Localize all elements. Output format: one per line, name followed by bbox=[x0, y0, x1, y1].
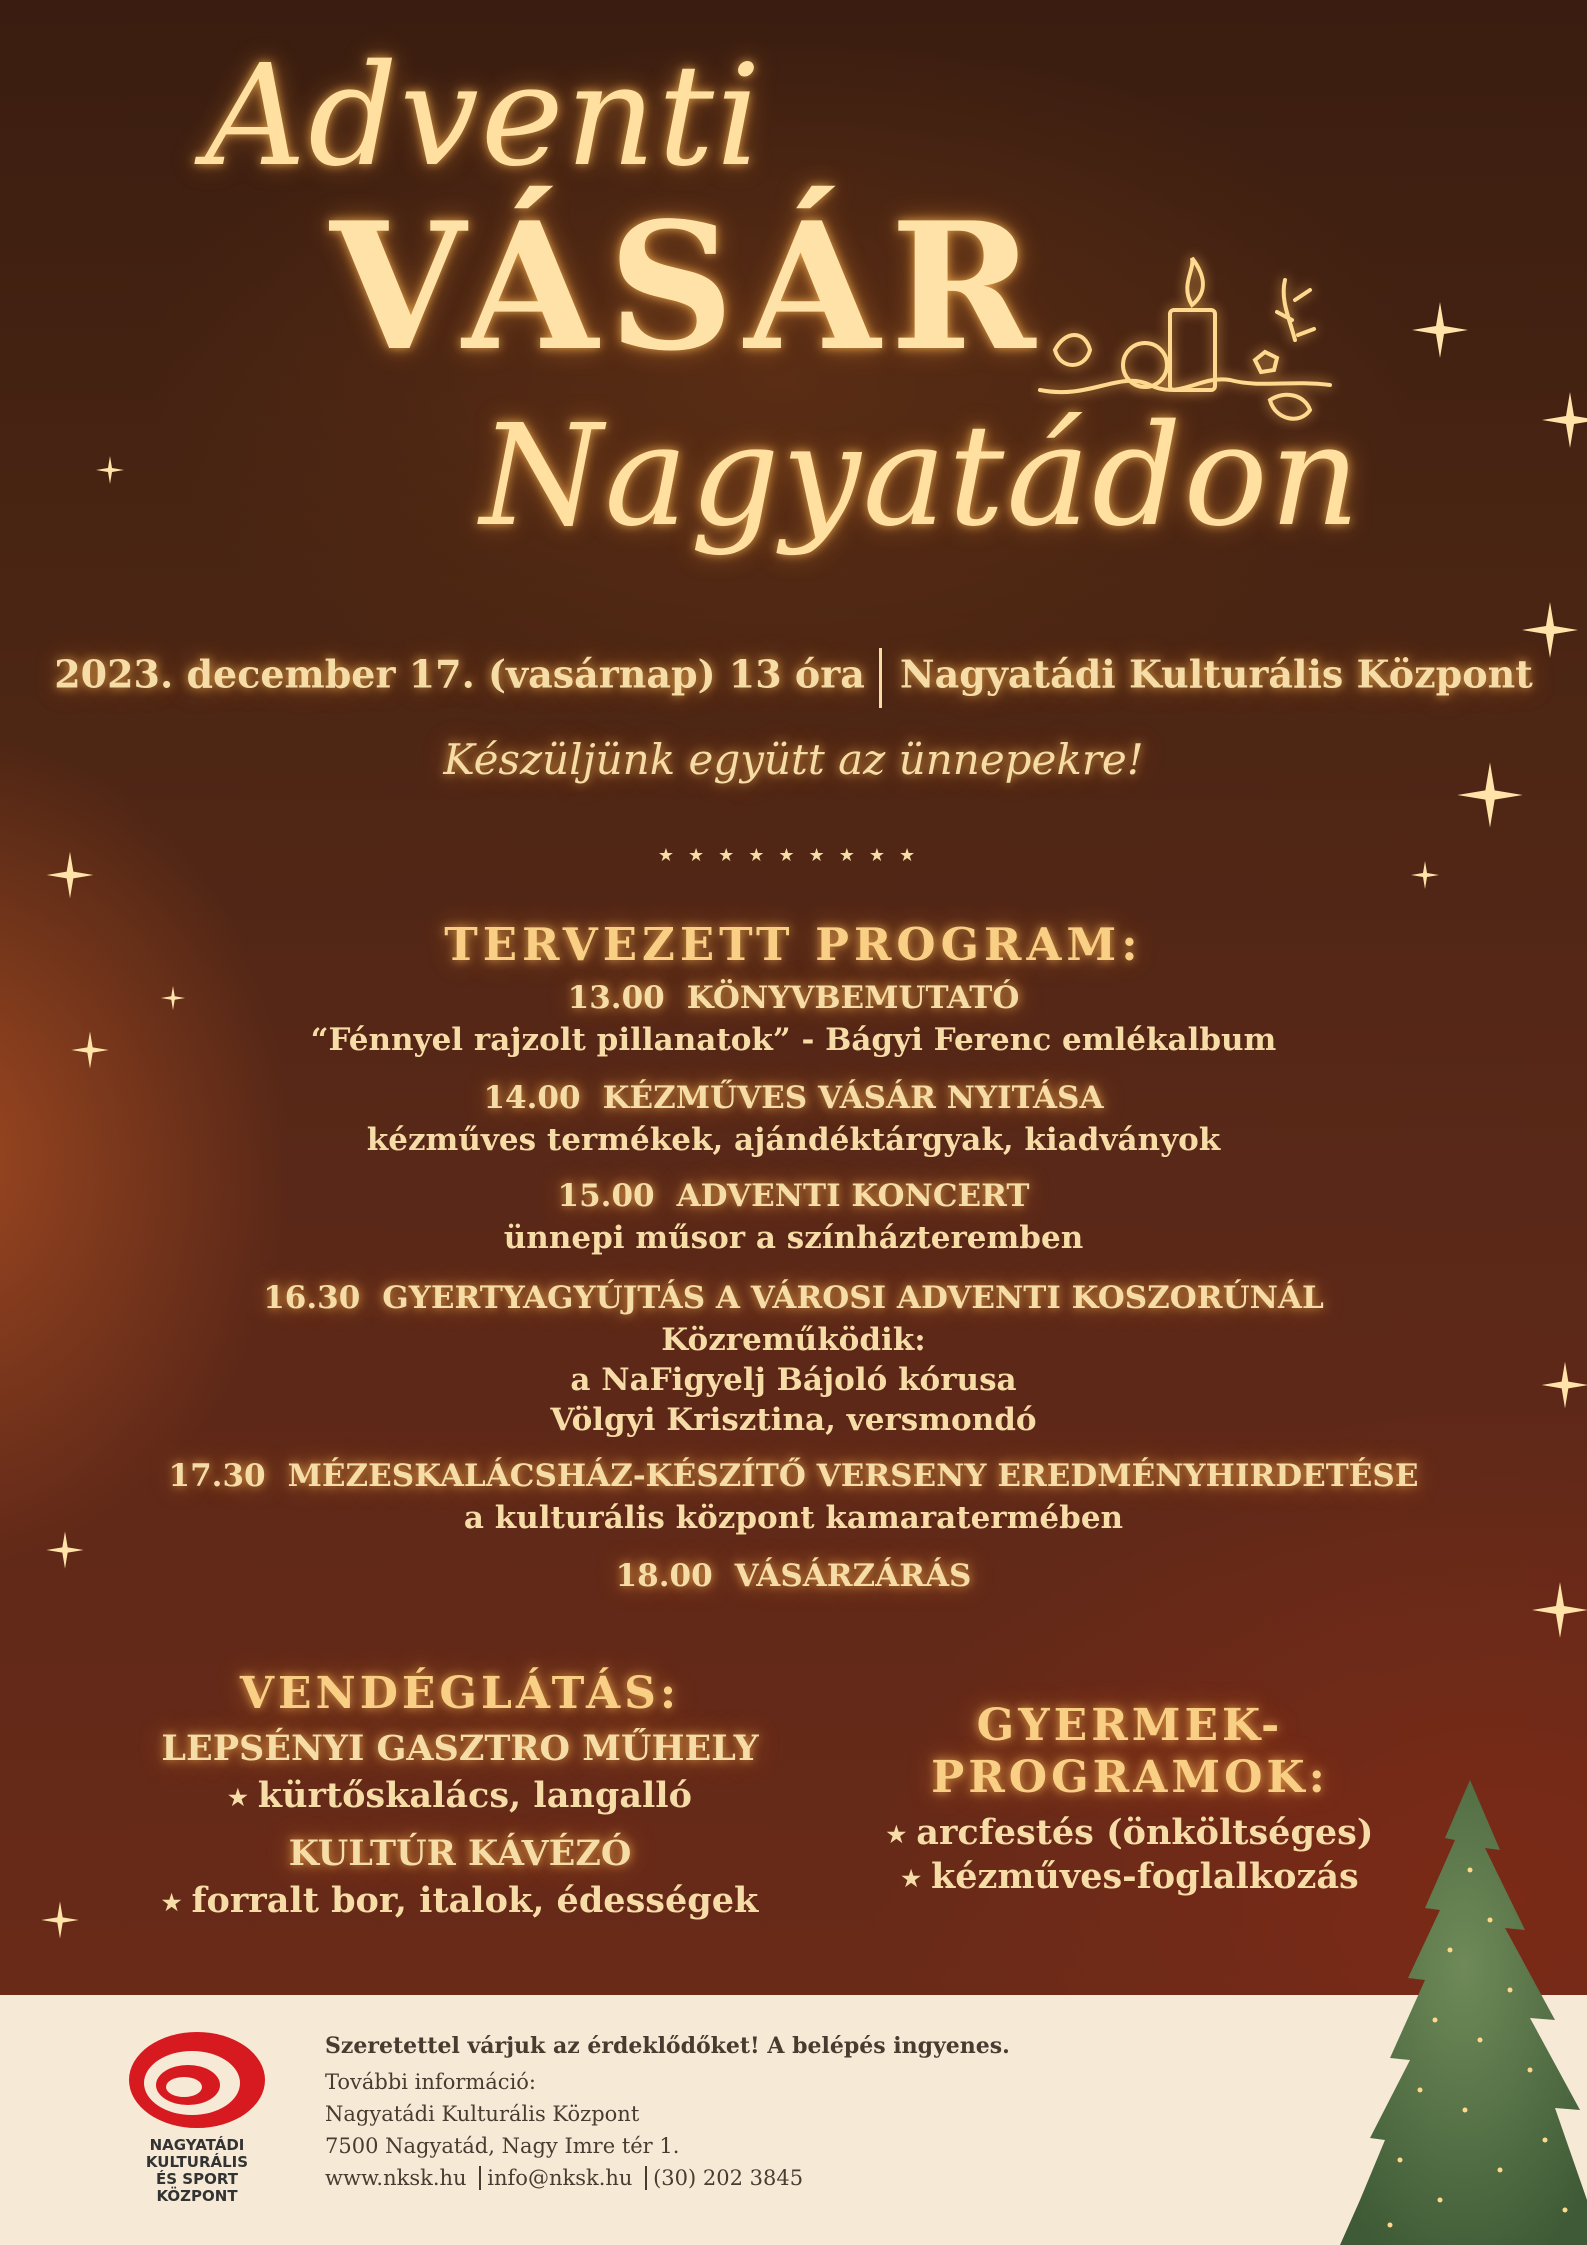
event-date-venue bbox=[0, 648, 1587, 708]
tagline: Készüljünk együtt az ünnepekre! bbox=[443, 735, 1144, 784]
bullet-star-icon: ★ bbox=[901, 1865, 921, 1892]
program-detail: a kulturális központ kamaratermében bbox=[463, 1500, 1124, 1536]
sparkle-icon bbox=[40, 1900, 80, 1940]
catering-vendor-2: KULTÚR KÁVÉZÓ bbox=[288, 1833, 632, 1874]
program-time: 15.00 bbox=[557, 1178, 655, 1214]
footer-phone: (30) 202 3845 bbox=[653, 2166, 804, 2190]
kids-item: ★ arcfestés (önköltséges) bbox=[886, 1812, 1374, 1853]
logo-text: KÖZPONT bbox=[156, 2187, 238, 2205]
catering-title: VENDÉGLÁTÁS: bbox=[239, 1668, 681, 1719]
christmas-tree-icon bbox=[1330, 1780, 1587, 2245]
footer-email-link[interactable]: info@nksk.hu bbox=[487, 2166, 633, 2190]
logo-text: ÉS SPORT bbox=[156, 2170, 238, 2188]
program-time: 13.00 bbox=[567, 980, 665, 1016]
sparkle-icon bbox=[95, 455, 125, 485]
event-venue: Nagyatádi Kulturális Központ bbox=[899, 651, 1533, 697]
program-detail: “Fénnyel rajzolt pillanatok” - Bágyi Ferenc emlékalbum bbox=[310, 1022, 1277, 1058]
catering-vendor-2-items: ★ forralt bor, italok, édességek bbox=[161, 1880, 759, 1921]
sparkle-icon bbox=[1540, 390, 1587, 450]
program-name: KÉZMŰVES VÁSÁR NYITÁSA bbox=[602, 1080, 1104, 1116]
program-item-1800 bbox=[0, 1558, 1587, 1594]
logo-text: KULTURÁLIS bbox=[145, 2153, 249, 2171]
footer-org: Nagyatádi Kulturális Központ bbox=[325, 2102, 640, 2126]
candle-ornament-icon bbox=[1030, 240, 1350, 430]
program-title: TERVEZETT PROGRAM: bbox=[444, 918, 1143, 971]
footer-contacts bbox=[325, 2166, 803, 2190]
program-time: 18.00 bbox=[615, 1558, 713, 1594]
program-time: 14.00 bbox=[483, 1080, 581, 1116]
title-nagyatadon: Nagyatádon bbox=[480, 395, 1362, 558]
footer-address: 7500 Nagyatád, Nagy Imre tér 1. bbox=[325, 2134, 680, 2158]
program-item-1630 bbox=[0, 1280, 1587, 1316]
program-name: GYERTYAGYÚJTÁS A VÁROSI ADVENTI KOSZORÚNÁL bbox=[382, 1280, 1324, 1316]
sparkle-icon bbox=[1410, 300, 1470, 360]
kids-title-1: GYERMEK- bbox=[976, 1700, 1284, 1751]
bullet-star-icon: ★ bbox=[886, 1821, 907, 1848]
program-detail: a NaFigyelj Bájoló kórusa bbox=[570, 1362, 1017, 1398]
program-detail: kézműves termékek, ajándéktárgyak, kiadványok bbox=[366, 1122, 1221, 1158]
stars-divider: ★★★★★★★★★ bbox=[657, 845, 930, 866]
program-time: 16.30 bbox=[263, 1280, 361, 1316]
program-name: KÖNYVBEMUTATÓ bbox=[686, 980, 1020, 1016]
program-detail: Közreműködik: bbox=[661, 1322, 926, 1358]
program-detail: ünnepi műsor a színházteremben bbox=[503, 1220, 1084, 1256]
footer-info-label: További információ: bbox=[325, 2070, 537, 2094]
nksk-logo-icon bbox=[122, 2025, 272, 2205]
program-item-1500 bbox=[0, 1178, 1587, 1214]
catering-vendor-1: LEPSÉNYI GASZTRO MŰHELY bbox=[161, 1728, 759, 1769]
footer-web-link[interactable]: www.nksk.hu bbox=[325, 2166, 467, 2190]
kids-title-2: PROGRAMOK: bbox=[931, 1752, 1329, 1803]
separator bbox=[879, 648, 882, 708]
program-item-1730 bbox=[0, 1458, 1587, 1494]
program-detail: Völgyi Krisztina, versmondó bbox=[550, 1402, 1037, 1438]
program-time: 17.30 bbox=[168, 1458, 266, 1494]
program-item-1400 bbox=[0, 1080, 1587, 1116]
title-vasar: VÁSÁR bbox=[330, 185, 1046, 390]
bullet-star-icon: ★ bbox=[228, 1784, 248, 1811]
program-item-1300 bbox=[0, 980, 1587, 1016]
title-adventi: Adventi bbox=[205, 35, 763, 198]
logo-text: NAGYATÁDI bbox=[149, 2136, 245, 2154]
program-name: VÁSÁRZÁRÁS bbox=[734, 1558, 972, 1594]
program-name: MÉZESKALÁCSHÁZ-KÉSZÍTŐ VERSENY EREDMÉNYHIRDETÉSE bbox=[287, 1458, 1419, 1494]
footer-welcome: Szeretettel várjuk az érdeklődőket! A belépés ingyenes. bbox=[325, 2033, 1010, 2059]
catering-vendor-1-items: ★ kürtőskalács, langalló bbox=[228, 1775, 692, 1816]
kids-item: ★ kézműves-foglalkozás bbox=[901, 1856, 1359, 1897]
event-date: 2023. december 17. (vasárnap) 13 óra bbox=[54, 651, 865, 697]
bullet-star-icon: ★ bbox=[161, 1889, 182, 1916]
program-name: ADVENTI KONCERT bbox=[676, 1178, 1030, 1214]
